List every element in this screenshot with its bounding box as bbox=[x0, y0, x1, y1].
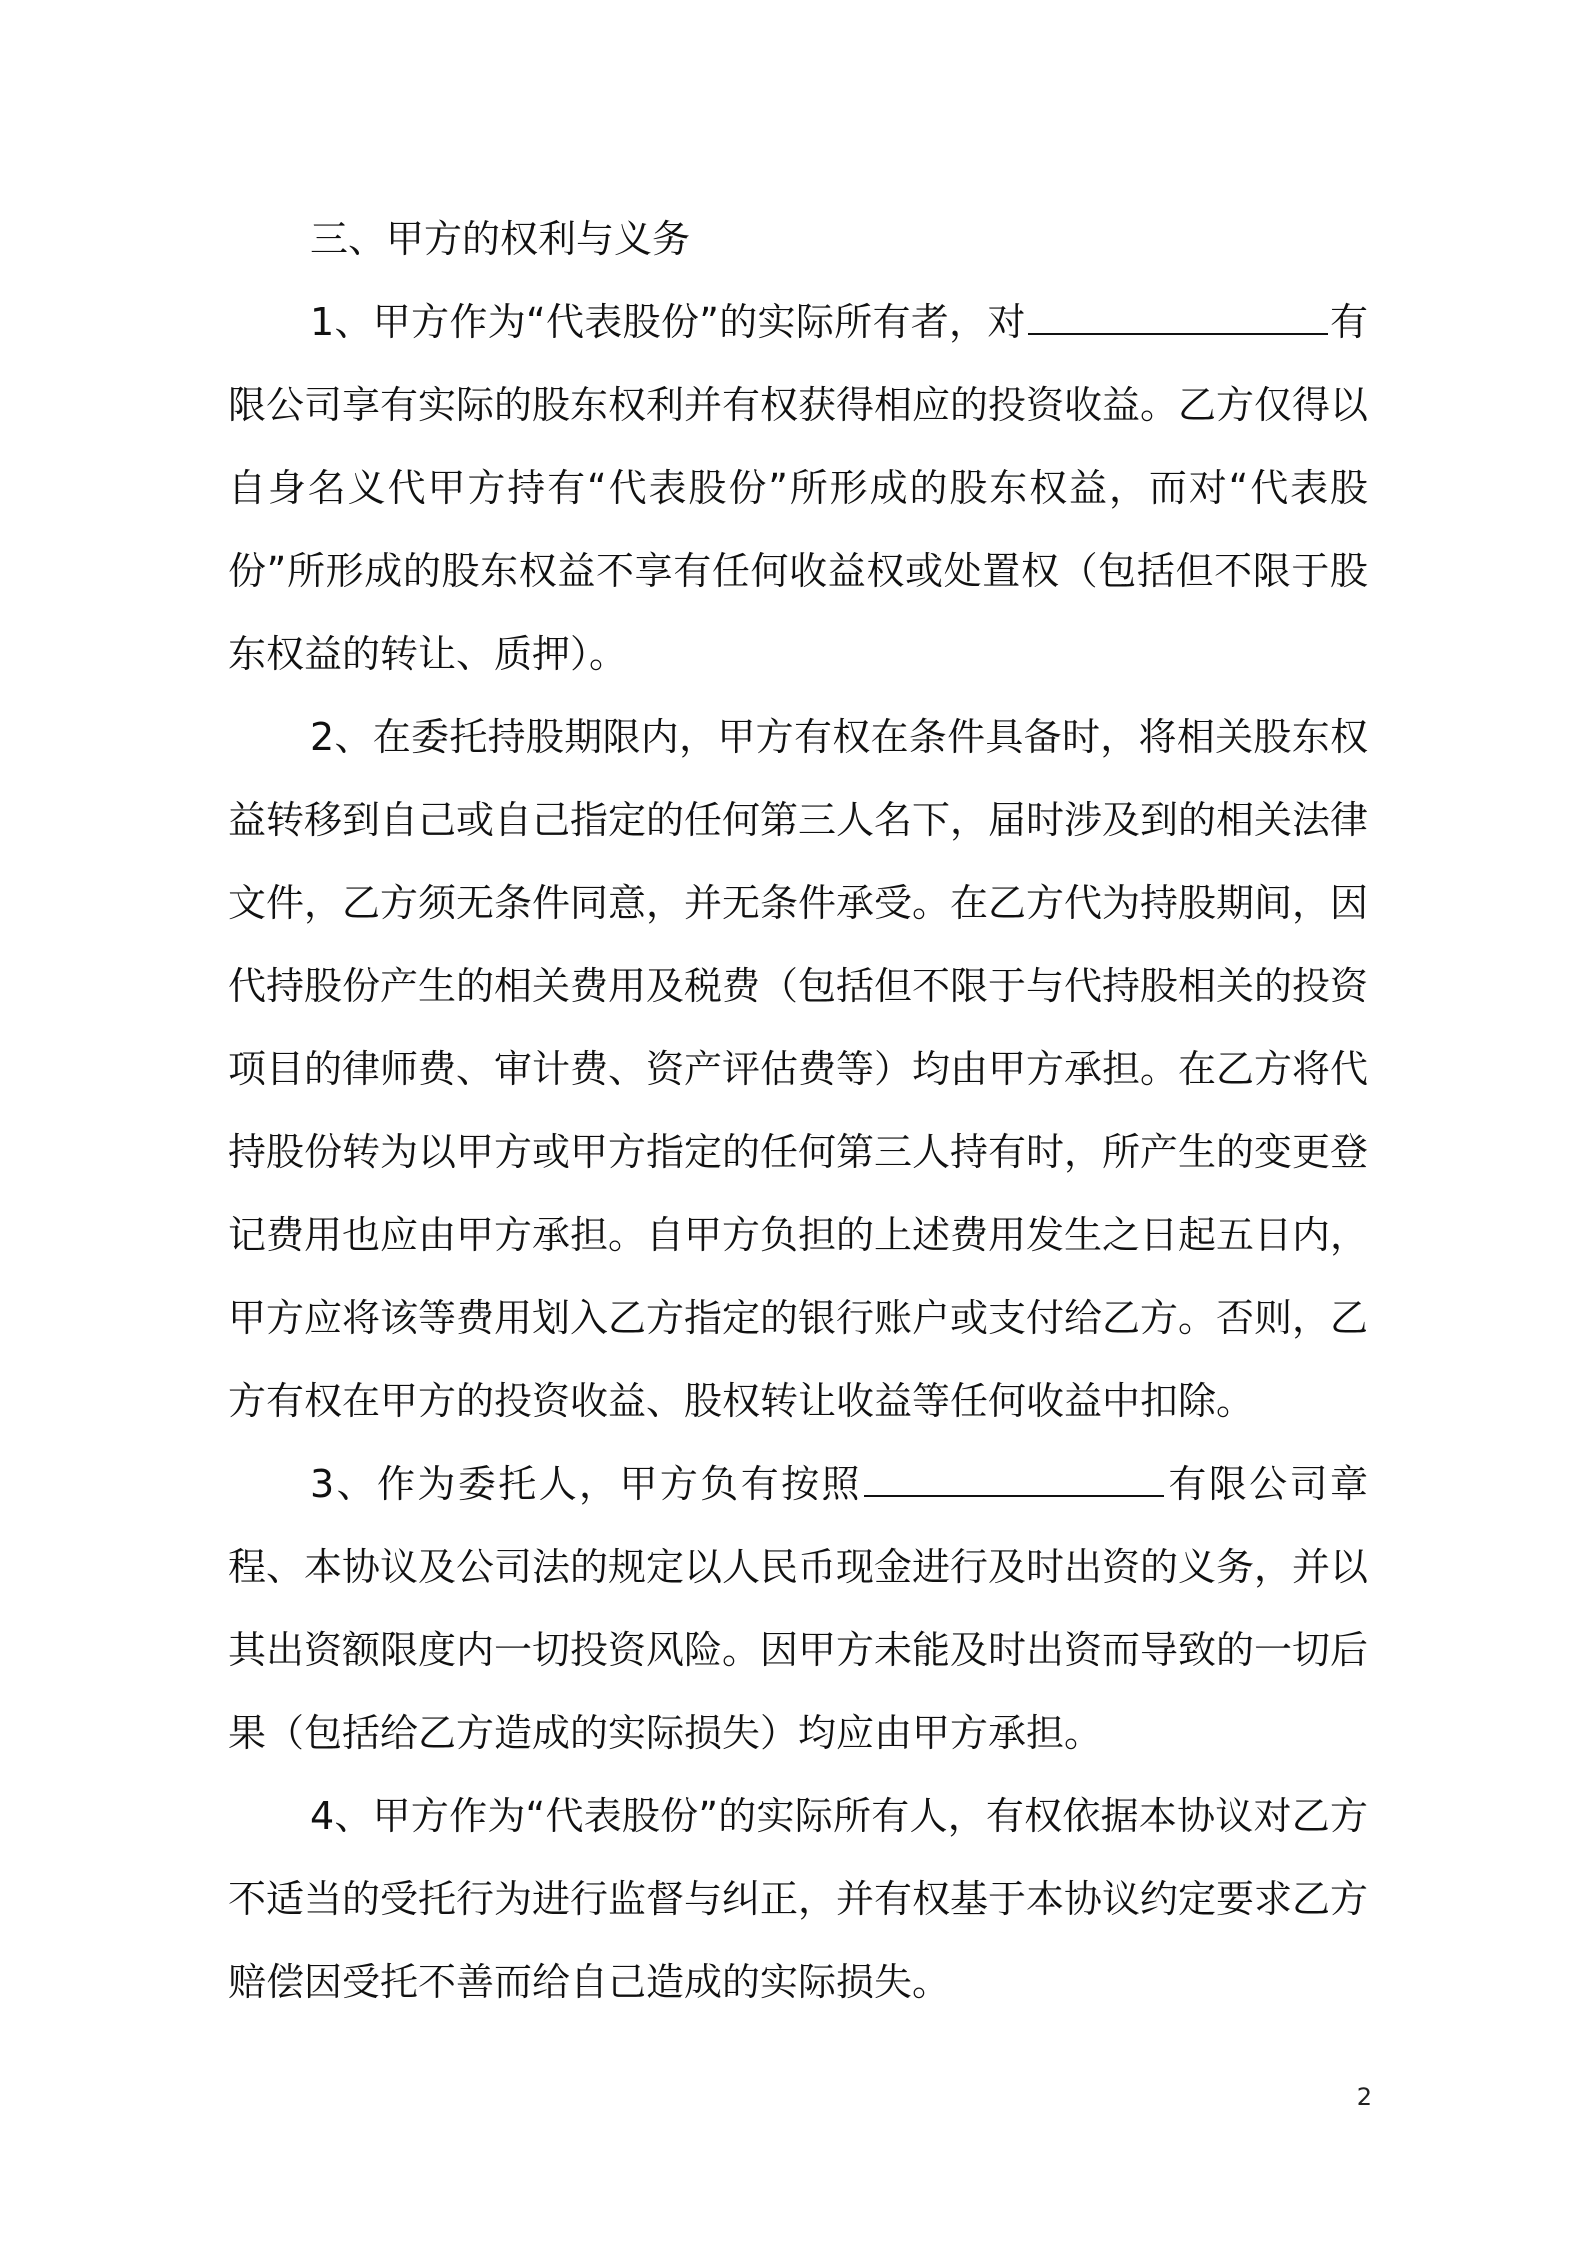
clause-4: 4、甲方作为“代表股份”的实际所有人，有权依据本协议对乙方不适当的受托行为进行监督与纠正，并有权基于本协议约定要求乙方赔偿因受托不善而给自己造成的实际损失。 bbox=[228, 1794, 1369, 2004]
clause-3 bbox=[228, 1443, 1368, 1775]
clause-1-text-before: 1、甲方作为“代表股份”的实际所有者，对 bbox=[310, 300, 1026, 344]
clause-1 bbox=[228, 281, 1368, 696]
clause-1-text-after: 有限公司享有实际的股东权利并有权获得相应的投资收益。乙方仅得以自身名义代甲方持有“代表股份”所形成的股东权益，而对“代表股份”所形成的股东权益不享有任何收益权或处置权（包括但不限于股东权益的转让、质押）。 bbox=[228, 300, 1369, 676]
page-number: 2 bbox=[1356, 2083, 1372, 2111]
company-name-blank bbox=[864, 1463, 1164, 1497]
clause-3-text-after: 有限公司章程、本协议及公司法的规定以人民币现金进行及时出资的义务，并以其出资额限度内一切投资风险。因甲方未能及时出资而导致的一切后果（包括给乙方造成的实际损失）均应由甲方承担。 bbox=[228, 1462, 1369, 1755]
clause-2: 2、在委托持股期限内，甲方有权在条件具备时，将相关股东权益转移到自己或自己指定的任何第三人名下，届时涉及到的相关法律文件，乙方须无条件同意，并无条件承受。在乙方代为持股期间，因代持股份产生的相关费用及税费（包括但不限于与代持股相关的投资项目的律师费、审计费、资产评估费等）均由甲方承担。在乙方将代持股份转为以甲方或甲方指定的任何第三人持有时，所产生的变更登记费用也应由甲方承担。自甲方负担的上述费用发生之日起五日内，甲方应将该等费用划入乙方指定的银行账户或支付给乙方。否则，乙方有权在甲方的投资收益、股权转让收益等任何收益中扣除。 bbox=[228, 715, 1369, 1423]
section-heading: 三、甲方的权利与义务 bbox=[310, 217, 691, 261]
company-name-blank bbox=[1028, 301, 1328, 335]
clause-3-text-before: 3、作为委托人，甲方负有按照 bbox=[310, 1462, 862, 1506]
document-body bbox=[228, 198, 1368, 2024]
